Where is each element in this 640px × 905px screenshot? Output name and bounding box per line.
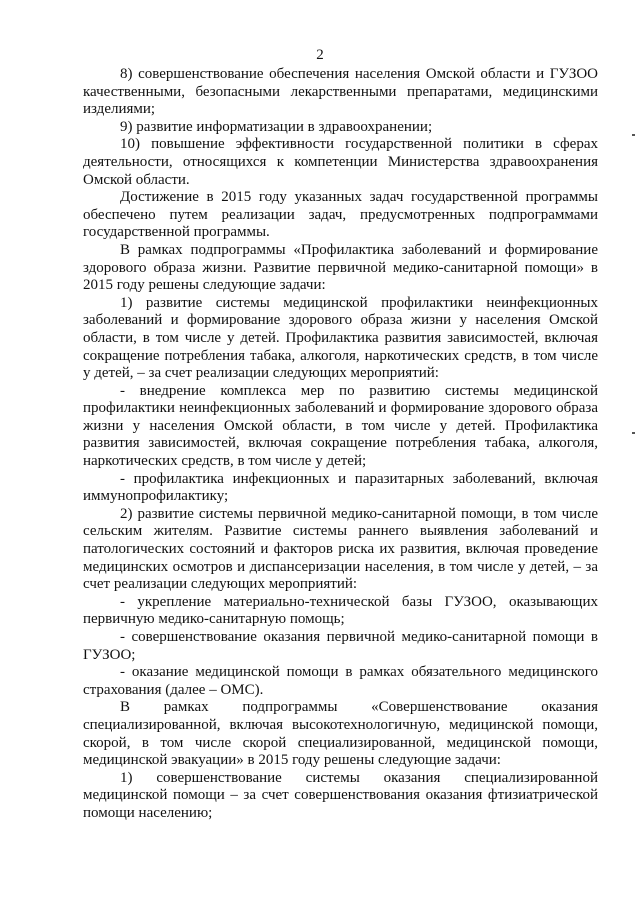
paragraph-measure-base: - укрепление материально-технической базы ГУЗОО, оказывающих первичную медико-санитарную помощь; [83, 593, 598, 628]
paragraph-subprogram-prevention: В рамках подпрограммы «Профилактика заболеваний и формирование здорового образа жизни. Развитие первичной медико-санитарной помощи» в 2015 году решены следующие задачи: [83, 241, 598, 294]
paragraph-measure-oms: - оказание медицинской помощи в рамках обязательного медицинского страхования (далее – ОМС). [83, 664, 598, 698]
paragraph-task-primary-care-2: 2) развитие системы первичной медико-санитарной помощи, в том числе сельским жителям. Развитие системы раннего выявления заболеваний и патологических состояний и факторов риска их развития, включая проведение медицинских осмотров и диспансеризации населения, в том числе у детей, – за счет реализации следующих мероприятий: [83, 505, 598, 593]
scan-mark [632, 432, 635, 434]
document-body [83, 66, 598, 823]
paragraph-subprogram-specialized: В рамках подпрограммы «Совершенствование оказания специализированной, включая высокотехнологичную, медицинской помощи, скорой, в том числе скорой специализированной, медицинской помощи, медицинской эвакуации» в 2015 году решены следующие задачи: [83, 699, 598, 769]
page-number: 2 [316, 47, 324, 63]
paragraph-measure-prevention: - внедрение комплекса мер по развитию системы медицинской профилактики неинфекционных заболеваний и формирование здорового образа жизни у населения Омской области, в том числе у детей. Профилактика развития зависимостей, включая сокращение потребления табака, алкоголя, наркотических средств, в том числе у детей; [83, 382, 598, 470]
paragraph-measure-infectious: - профилактика инфекционных и паразитарных заболеваний, включая иммунопрофилактику; [83, 470, 598, 505]
paragraph-task-9: 9) развитие информатизации в здравоохранении; [120, 118, 433, 135]
paragraph-task-10: 10) повышение эффективности государственной политики в сферах деятельности, относящихся к компетенции Министерства здравоохранения Омской области. [83, 136, 598, 188]
paragraph-measure-primary-care: - совершенствование оказания первичной медико-санитарной помощи в ГУЗОО; [83, 629, 598, 663]
paragraph-task-prevention-1: 1) развитие системы медицинской профилактики неинфекционных заболеваний и формирование здорового образа жизни у населения Омской области, в том числе у детей. Профилактика развития зависимостей, включая сокращение потребления табака, алкоголя, наркотических средств, в том числе у детей, – за счет реализации следующих мероприятий: [83, 294, 598, 382]
paragraph-achievement: Достижение в 2015 году указанных задач государственной программы обеспечено путем реализации задач, предусмотренных подпрограммами государственной программы. [83, 189, 598, 241]
scan-mark [632, 134, 635, 136]
paragraph-task-specialized-1: 1) совершенствование системы оказания специализированной медицинской помощи – за счет совершенствования оказания фтизиатрической помощи населению; [83, 769, 598, 821]
paragraph-task-8: 8) совершенствование обеспечения населения Омской области и ГУЗОО качественными, безопасными лекарственными препаратами, медицинскими изделиями; [83, 66, 598, 118]
